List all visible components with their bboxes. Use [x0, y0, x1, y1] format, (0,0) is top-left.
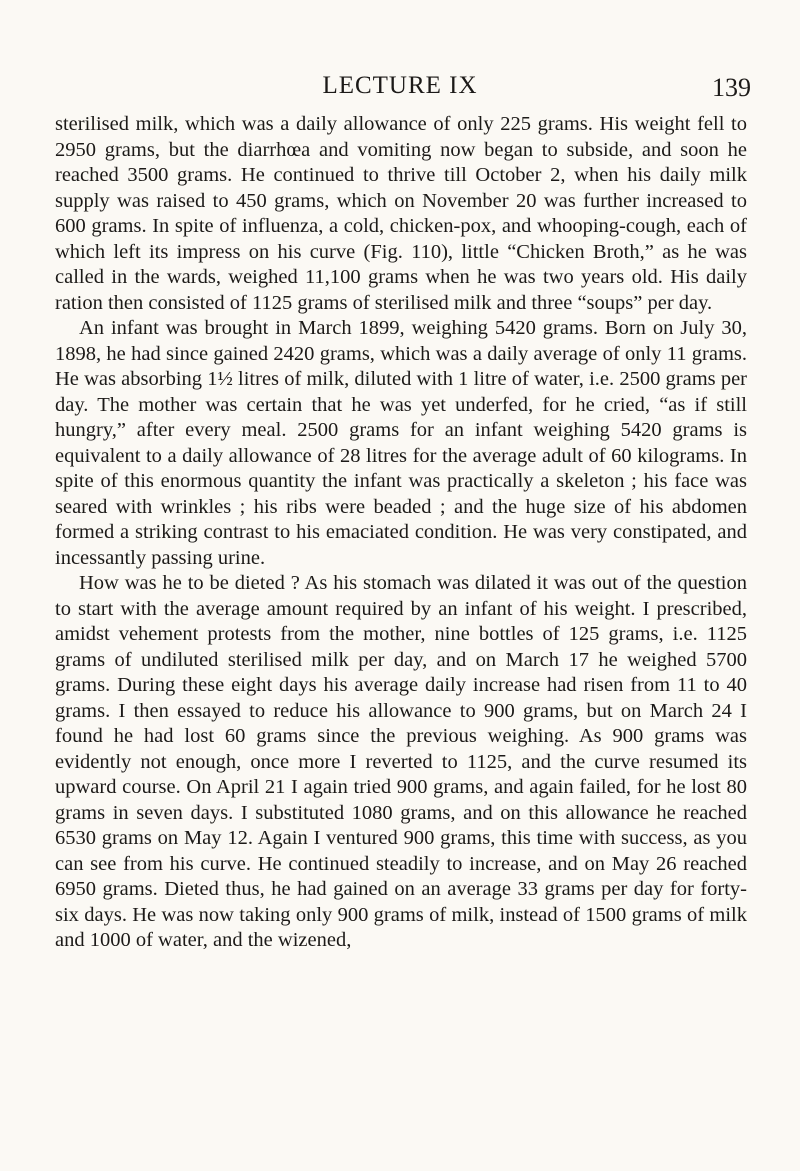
running-head: LECTURE IX	[322, 72, 478, 99]
page-header	[55, 70, 751, 110]
paragraph-infant-case: An infant was brought in March 1899, weighing 5420 grams. Born on July 30, 1898, he had since gained 2420 grams, which was a daily average of only 11 grams. He was absorbing 1½ litres of milk, diluted with 1 litre of water, i.e. 2500 grams per day. The mother was certain that he was yet underfed, for he cried, “as if still hungry,” after every meal. 2500 grams for an infant weighing 5420 grams is equivalent to a daily allowance of 28 litres for the average adult of 60 kilograms. In spite of this enormous quantity the infant was practically a skeleton ; his face was seared with wrinkles ; his ribs were beaded ; and the huge size of his abdomen formed a striking contrast to his emaciated condition. He was very constipated, and incessantly passing urine.	[55, 317, 747, 569]
paragraph-dieting: How was he to be dieted ? As his stomach was dilated it was out of the question to start with the average amount required by an infant of his weight. I prescribed, amidst vehement protests from the mother, nine bottles of 125 grams, i.e. 1125 grams of undiluted sterilised milk per day, and on March 17 he weighed 5700 grams. During these eight days his average daily increase had risen from 11 to 40 grams. I then essayed to reduce his allowance to 900 grams, but on March 24 I found he had lost 60 grams since the previous weighing. As 900 grams was evidently not enough, once more I reverted to 1125, and the curve resumed its upward course. On April 21 I again tried 900 grams, and again failed, for he lost 80 grams in seven days. I substituted 1080 grams, and on this allowance he reached 6530 grams on May 12. Again I ventured 900 grams, this time with success, as you can see from his curve. He continued steadily to increase, and on May 26 reached 6950 grams. Dieted thus, he had gained on an average 33 grams per day for forty-six days. He was now taking only 900 grams of milk, instead of 1500 grams of milk and 1000 of water, and the wizened,	[55, 572, 747, 951]
page-number: 139	[712, 73, 751, 102]
paragraph-continued: sterilised milk, which was a daily allowance of only 225 grams. His weight fell to 2950 grams, but the diarrhœa and vomiting now began to subside, and soon he reached 3500 grams. He continued to thrive till October 2, when his daily milk supply was raised to 450 grams, which on November 20 was further increased to 600 grams. In spite of influenza, a cold, chicken-pox, and whooping-cough, each of which left its impress on his curve (Fig. 110), little “Chicken Broth,” as he was called in the wards, weighed 11,100 grams when he was two years old. His daily ration then consisted of 1125 grams of sterilised milk and three “soups” per day.	[55, 113, 747, 314]
body-text	[55, 112, 747, 954]
